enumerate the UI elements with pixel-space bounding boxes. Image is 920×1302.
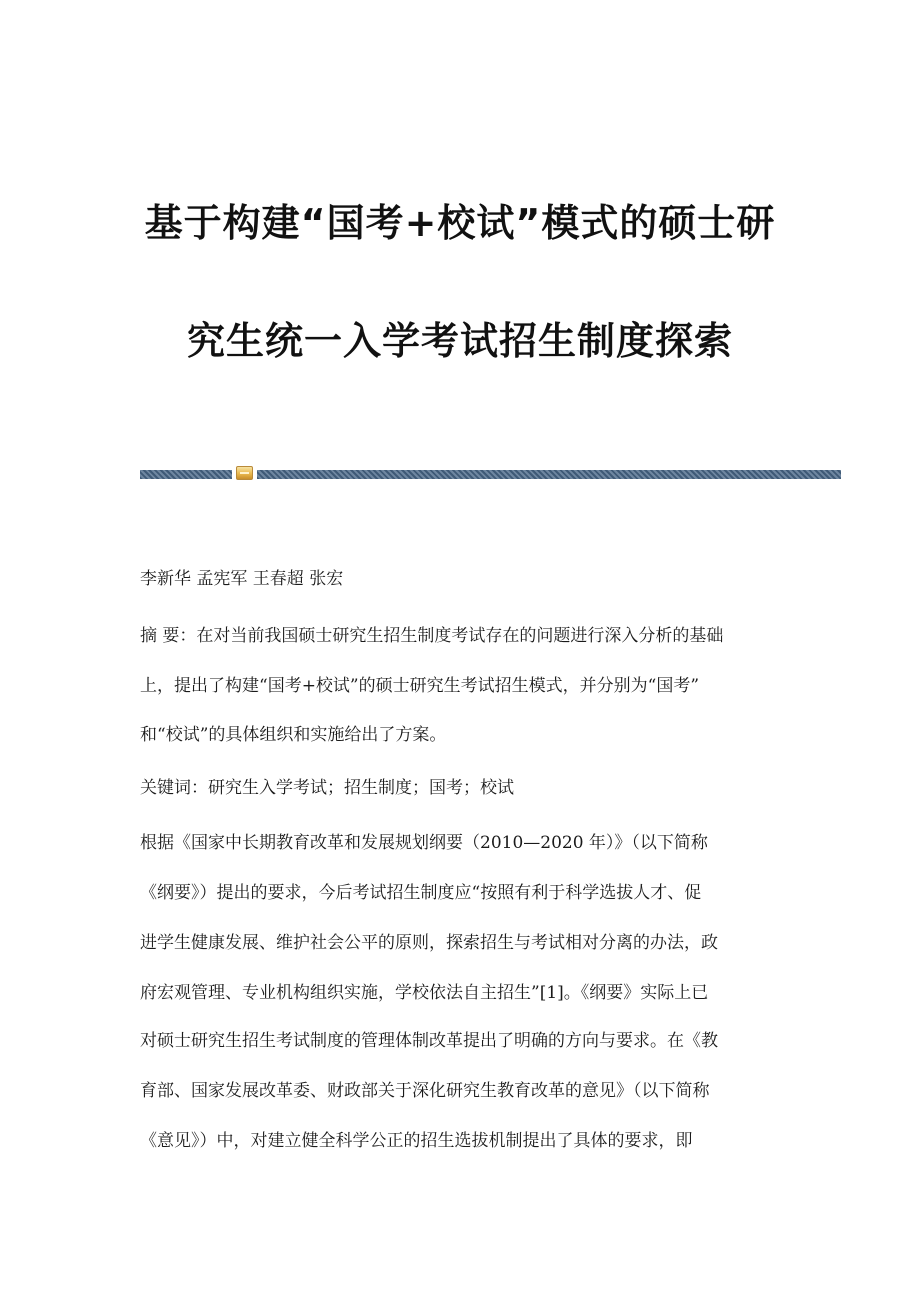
abstract-line-1: 摘 要：在对当前我国硕士研究生招生制度考试存在的问题进行深入分析的基础 <box>140 626 724 646</box>
divider-left <box>140 470 232 479</box>
abstract-line-3: 和“校试”的具体组织和实施给出了方案。 <box>140 725 447 745</box>
title-line-2: 究生统一入学考试招生制度探索 <box>186 319 733 363</box>
title-line-1: 基于构建“国考+校试”模式的硕士研 <box>144 201 776 245</box>
divider-ornament-icon <box>236 466 253 480</box>
authors: 李新华 孟宪军 王春超 张宏 <box>140 569 344 589</box>
body-line-2: 《纲要》）提出的要求，今后考试招生制度应“按照有利于科学选拔人才、促 <box>140 883 702 903</box>
divider-right <box>257 470 841 479</box>
abstract-line-2: 上，提出了构建“国考+校试”的硕士研究生考试招生模式，并分别为“国考” <box>140 676 700 696</box>
body-line-4: 府宏观管理、专业机构组织实施，学校依法自主招生”[1]。《纲要》实际上已 <box>140 983 709 1003</box>
body-line-5: 对硕士研究生招生考试制度的管理体制改革提出了明确的方向与要求。在《教 <box>140 1031 718 1051</box>
body-line-3: 进学生健康发展、维护社会公平的原则，探索招生与考试相对分离的办法，政 <box>140 933 718 953</box>
body-line-6: 育部、国家发展改革委、财政部关于深化研究生教育改革的意见》（以下简称 <box>140 1081 710 1101</box>
body-line-1: 根据《国家中长期教育改革和发展规划纲要（2010—2020 年）》（以下简称 <box>140 833 708 853</box>
body-line-7: 《意见》）中，对建立健全科学公正的招生选拔机制提出了具体的要求，即 <box>140 1131 693 1151</box>
keywords: 关键词：研究生入学考试；招生制度；国考；校试 <box>140 778 514 798</box>
